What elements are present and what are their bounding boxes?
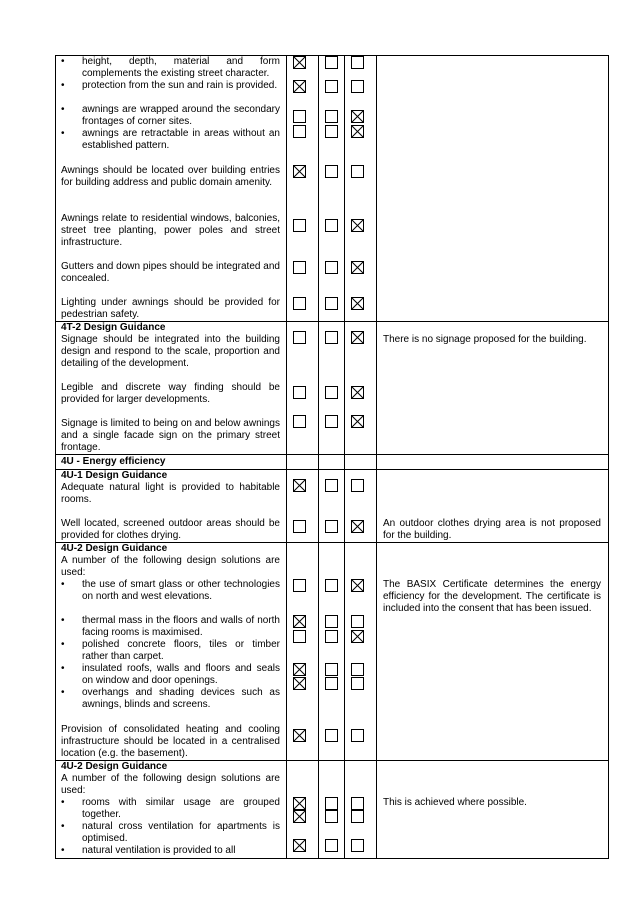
checkbox-unchecked[interactable] xyxy=(325,261,338,274)
energy-guidance-text: Adequate natural light is provided to habitable rooms. xyxy=(61,482,280,505)
energy-bullet-text: natural ventilation is provided to all xyxy=(82,845,236,856)
bullet-symbol: • xyxy=(61,797,65,808)
checkbox-checked[interactable] xyxy=(293,80,306,93)
checkbox-unchecked[interactable] xyxy=(325,80,338,93)
checkbox-unchecked[interactable] xyxy=(325,797,338,810)
checkbox-unchecked[interactable] xyxy=(293,261,306,274)
checkbox-unchecked[interactable] xyxy=(351,80,364,93)
checkbox-unchecked[interactable] xyxy=(351,56,364,69)
checkbox-unchecked[interactable] xyxy=(293,125,306,138)
energy-bullet-text: the use of smart glass or other technologies on north and west elevations. xyxy=(82,579,280,602)
column-divider xyxy=(318,55,319,859)
checkbox-unchecked[interactable] xyxy=(325,630,338,643)
bullet-symbol: • xyxy=(61,104,65,115)
checkbox-unchecked[interactable] xyxy=(293,520,306,533)
energy-bullet-text: overhangs and shading devices such as awnings, blinds and screens. xyxy=(82,687,280,710)
checkbox-unchecked[interactable] xyxy=(293,579,306,592)
checkbox-unchecked[interactable] xyxy=(293,415,306,428)
checkbox-checked[interactable] xyxy=(293,479,306,492)
energy-bullet-text: thermal mass in the floors and walls of north facing rooms is maximised. xyxy=(82,615,280,638)
checkbox-unchecked[interactable] xyxy=(325,165,338,178)
awning-guidance-text: Lighting under awnings should be provided for pedestrian safety. xyxy=(61,297,280,320)
clothes-drying-comment: An outdoor clothes drying area is not proposed for the building. xyxy=(383,518,601,541)
checkbox-unchecked[interactable] xyxy=(325,331,338,344)
checkbox-unchecked[interactable] xyxy=(325,677,338,690)
awning-bullet-text: awnings are wrapped around the secondary frontages of corner sites. xyxy=(82,104,280,127)
checkbox-checked[interactable] xyxy=(351,520,364,533)
awning-bullet-text: awnings are retractable in areas without an established pattern. xyxy=(82,128,280,151)
checkbox-unchecked[interactable] xyxy=(325,125,338,138)
checkbox-unchecked[interactable] xyxy=(351,663,364,676)
energy-bullet-text: polished concrete floors, tiles or timber rather than carpet. xyxy=(82,639,280,662)
bullet-symbol: • xyxy=(61,128,65,139)
row-divider xyxy=(55,454,609,455)
column-divider xyxy=(344,55,345,859)
checkbox-checked[interactable] xyxy=(293,56,306,69)
energy-guidance-text: Provision of consolidated heating and cooling infrastructure should be located in a centralised location (e.g. the basement). xyxy=(61,724,280,759)
checkbox-unchecked[interactable] xyxy=(325,729,338,742)
checkbox-unchecked[interactable] xyxy=(351,479,364,492)
bullet-symbol: • xyxy=(61,639,65,650)
checkbox-unchecked[interactable] xyxy=(351,165,364,178)
checkbox-checked[interactable] xyxy=(293,165,306,178)
signage-comment: There is no signage proposed for the building. xyxy=(383,334,587,345)
section-title: 4U - Energy efficiency xyxy=(61,456,166,467)
checkbox-checked[interactable] xyxy=(293,810,306,823)
awning-guidance-text: Awnings relate to residential windows, balconies, street tree planting, power poles and street infrastructure. xyxy=(61,213,280,248)
checkbox-unchecked[interactable] xyxy=(325,297,338,310)
awning-bullet-text: protection from the sun and rain is provided. xyxy=(82,80,278,91)
checkbox-unchecked[interactable] xyxy=(325,663,338,676)
bullet-symbol: • xyxy=(61,80,65,91)
signage-guidance-text: Legible and discrete way finding should be provided for larger developments. xyxy=(61,382,280,405)
checkbox-unchecked[interactable] xyxy=(325,615,338,628)
checkbox-checked[interactable] xyxy=(351,331,364,344)
bullet-symbol: • xyxy=(61,579,65,590)
basix-comment: The BASIX Certificate determines the energy efficiency for the development. The certificate is included into the consent that has been issued. xyxy=(383,579,601,614)
checkbox-checked[interactable] xyxy=(351,219,364,232)
bullet-symbol: • xyxy=(61,687,65,698)
checkbox-checked[interactable] xyxy=(351,110,364,123)
checkbox-unchecked[interactable] xyxy=(351,797,364,810)
section-intro: A number of the following design solutions are used: xyxy=(61,555,280,578)
ventilation-comment: This is achieved where possible. xyxy=(383,797,527,808)
energy-guidance-text: Well located, screened outdoor areas should be provided for clothes drying. xyxy=(61,518,280,541)
bullet-symbol: • xyxy=(61,615,65,626)
checkbox-checked[interactable] xyxy=(351,579,364,592)
bullet-symbol: • xyxy=(61,821,65,832)
compliance-table xyxy=(55,55,609,859)
checkbox-unchecked[interactable] xyxy=(351,839,364,852)
checkbox-unchecked[interactable] xyxy=(325,520,338,533)
checkbox-unchecked[interactable] xyxy=(325,415,338,428)
checkbox-unchecked[interactable] xyxy=(351,810,364,823)
checkbox-unchecked[interactable] xyxy=(293,110,306,123)
section-heading: 4U-1 Design Guidance xyxy=(61,470,168,481)
checkbox-unchecked[interactable] xyxy=(325,810,338,823)
section-intro: A number of the following design solutions are used: xyxy=(61,773,280,796)
checkbox-unchecked[interactable] xyxy=(325,56,338,69)
signage-guidance-text: Signage is limited to being on and below awnings and a single facade sign on the primary street frontage. xyxy=(61,418,280,453)
energy-bullet-text: natural cross ventilation for apartments is optimised. xyxy=(82,821,280,844)
checkbox-unchecked[interactable] xyxy=(293,630,306,643)
checkbox-unchecked[interactable] xyxy=(293,386,306,399)
checkbox-unchecked[interactable] xyxy=(293,331,306,344)
signage-guidance-text: Signage should be integrated into the building design and respond to the scale, proportion and detailing of the development. xyxy=(61,334,280,369)
checkbox-unchecked[interactable] xyxy=(325,219,338,232)
checkbox-checked[interactable] xyxy=(293,663,306,676)
checkbox-unchecked[interactable] xyxy=(325,110,338,123)
bullet-symbol: • xyxy=(61,845,65,856)
awning-guidance-text: Gutters and down pipes should be integrated and concealed. xyxy=(61,261,280,284)
checkbox-checked[interactable] xyxy=(351,261,364,274)
awning-bullet-text: height, depth, material and form complements the existing street character. xyxy=(82,56,280,79)
section-heading: 4U-2 Design Guidance xyxy=(61,761,168,772)
checkbox-unchecked[interactable] xyxy=(293,297,306,310)
checkbox-checked[interactable] xyxy=(293,729,306,742)
energy-bullet-text: rooms with similar usage are grouped together. xyxy=(82,797,280,820)
checkbox-unchecked[interactable] xyxy=(351,729,364,742)
checkbox-checked[interactable] xyxy=(351,386,364,399)
checkbox-unchecked[interactable] xyxy=(325,479,338,492)
checkbox-unchecked[interactable] xyxy=(293,219,306,232)
awning-guidance-text: Awnings should be located over building entries for building address and public domain amenity. xyxy=(61,165,280,188)
checkbox-checked[interactable] xyxy=(293,797,306,810)
checkbox-unchecked[interactable] xyxy=(351,677,364,690)
table-border-left xyxy=(55,55,56,859)
checkbox-checked[interactable] xyxy=(351,415,364,428)
section-heading: 4T-2 Design Guidance xyxy=(61,322,166,333)
checkbox-unchecked[interactable] xyxy=(325,839,338,852)
table-border-right xyxy=(608,55,609,859)
column-divider xyxy=(286,55,287,859)
checkbox-unchecked[interactable] xyxy=(325,579,338,592)
checkbox-unchecked[interactable] xyxy=(325,386,338,399)
section-heading: 4U-2 Design Guidance xyxy=(61,543,168,554)
bullet-symbol: • xyxy=(61,56,65,67)
checkbox-checked[interactable] xyxy=(351,630,364,643)
bullet-symbol: • xyxy=(61,663,65,674)
table-border-bottom xyxy=(55,858,609,859)
checkbox-checked[interactable] xyxy=(293,615,306,628)
column-divider xyxy=(376,55,377,859)
energy-bullet-text: insulated roofs, walls and floors and seals on window and door openings. xyxy=(82,663,280,686)
checkbox-unchecked[interactable] xyxy=(351,615,364,628)
checkbox-checked[interactable] xyxy=(293,677,306,690)
checkbox-checked[interactable] xyxy=(351,297,364,310)
checkbox-checked[interactable] xyxy=(351,125,364,138)
checkbox-checked[interactable] xyxy=(293,839,306,852)
